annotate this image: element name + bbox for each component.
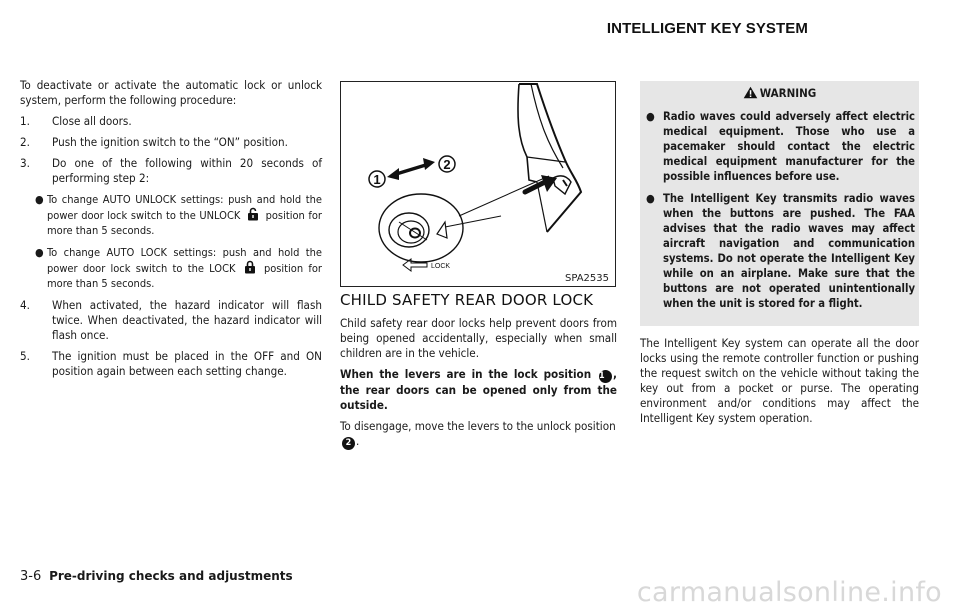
bullet-icon: ● — [35, 246, 44, 259]
child-lock-para-2 — [340, 367, 617, 413]
intro-text: To deactivate or activate the automatic lock or unlock system, perform the following procedure: — [20, 78, 322, 107]
child-lock-heading: CHILD SAFETY REAR DOOR LOCK — [340, 291, 594, 309]
step-text: Close all doors. — [52, 114, 132, 128]
page-number: 3-6 — [20, 569, 42, 584]
column-child-lock — [340, 81, 617, 456]
chapter-title: Pre-driving checks and adjustments — [49, 569, 293, 583]
warning-item — [644, 191, 915, 311]
warning-box — [640, 81, 919, 326]
column-procedure — [20, 78, 322, 385]
warning-heading — [644, 86, 915, 101]
column-warning — [640, 81, 919, 432]
step-number: 2. — [20, 135, 30, 149]
step-text: Push the ignition switch to the “ON” position. — [52, 135, 288, 149]
bullet-icon: ● — [646, 192, 655, 205]
watermark: carmanualsonline.info — [636, 577, 942, 608]
warning-title: WARNING — [759, 86, 817, 100]
bullet-icon: ● — [646, 110, 655, 123]
para-text: . — [356, 434, 360, 448]
lock-label: LOCK — [431, 263, 451, 270]
intelligent-key-description: The Intelligent Key system can operate all the door locks using the remote controller function or pushing the request switch on the vehicle without taking the key out from a pocket or purse. The operating environment and/or conditions may affect the Intelligent Key system operation. — [640, 336, 919, 425]
step-text: Do one of the following within 20 seconds of performing step 2: — [52, 156, 322, 185]
step-3 — [20, 156, 322, 186]
step-number: 4. — [20, 298, 30, 312]
para-text: , the rear doors can be opened only from the outside. — [340, 367, 617, 412]
unlock-icon — [247, 207, 259, 221]
sub-item-text: To change AUTO LOCK settings: push and hold the power door lock switch to the LOCK — [47, 246, 322, 275]
step-text: When activated, the hazard indicator will flash twice. When deactivated, the hazard indicator will flash once. — [52, 298, 322, 342]
marker-1: 1 — [373, 172, 381, 187]
sub-item-text: position for more than 5 seconds. — [47, 262, 322, 290]
marker-1-badge: 1 — [599, 370, 612, 383]
step-5 — [20, 349, 322, 379]
para-text: To disengage, move the levers to the unlock position — [340, 419, 616, 433]
step-4 — [20, 298, 322, 343]
lock-icon — [244, 260, 256, 274]
warning-text: The Intelligent Key transmits radio waves when the buttons are pushed. The FAA advises that the radio waves may affect aircraft navigation and communication systems. Do not operate the Intelligent Key while on an airplane. Make sure that the buttons are not operated unintentionally when the unit is stored for a flight. — [663, 192, 915, 310]
marker-2-badge: 2 — [342, 437, 355, 450]
section-title: INTELLIGENT KEY SYSTEM — [606, 20, 808, 37]
warning-item — [644, 109, 915, 184]
bullet-icon: ● — [35, 193, 44, 206]
sub-item-text: To change AUTO UNLOCK settings: push and hold the power door lock switch to the UNLOCK — [47, 193, 322, 222]
step-number: 3. — [20, 156, 30, 170]
warning-text: Radio waves could adversely affect electric medical equipment. Those who use a pacemaker should contact the electric medical equipment manufacturer for the possible influences before use. — [663, 110, 915, 183]
para-text: When the levers are in the lock position — [340, 367, 592, 381]
step-text: The ignition must be placed in the OFF and ON position again between each setting change. — [52, 349, 322, 378]
step-number: 1. — [20, 114, 30, 128]
sub-item-text: position for more than 5 seconds. — [47, 209, 322, 237]
sub-item-auto-unlock — [20, 192, 322, 238]
step-1 — [20, 114, 322, 129]
marker-2: 2 — [443, 157, 451, 172]
child-lock-para-1: Child safety rear door locks help prevent doors from being opened accidentally, especially when small children are in the vehicle. — [340, 316, 617, 360]
page-footer — [20, 569, 293, 584]
step-2 — [20, 135, 322, 150]
child-lock-para-3 — [340, 419, 617, 450]
warning-triangle-icon — [743, 86, 758, 99]
sub-item-auto-lock — [20, 245, 322, 291]
figure-code: SPA2535 — [564, 273, 609, 284]
step-number: 5. — [20, 349, 30, 363]
